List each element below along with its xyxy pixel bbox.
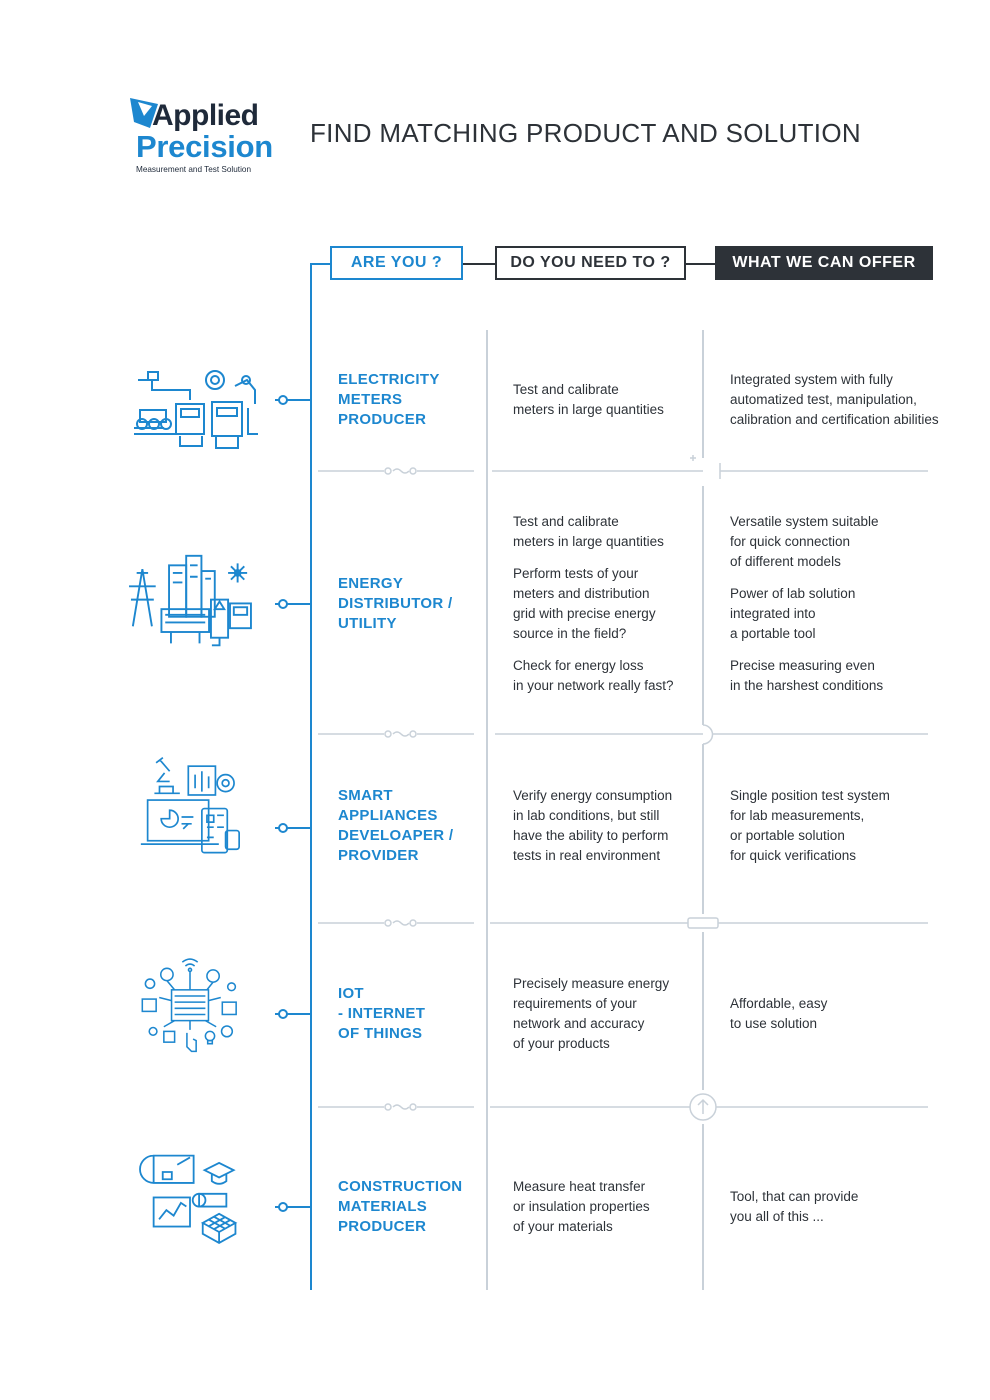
column-header-need: DO YOU NEED TO ? xyxy=(495,246,686,280)
row-offer-text: Integrated system with fully automatized test, manipulation, calibration and certification abilities xyxy=(730,372,939,427)
row-offer-text: Versatile system suitable for quick connection of different models xyxy=(730,514,879,569)
row-who-label: ELECTRICITY METERS PRODUCER xyxy=(338,371,440,428)
row-who-label: IOT - INTERNET OF THINGS xyxy=(338,985,426,1042)
row-offer-text: Precise measuring even in the harshest conditions xyxy=(730,658,884,693)
brand-name-line2: Precision xyxy=(136,129,273,164)
row-need-text: Verify energy consumption in lab conditions, but still have the ability to perform tests in real environment xyxy=(513,788,673,863)
row-who-label: SMART APPLIANCES DEVELOAPER / PROVIDER xyxy=(338,787,454,864)
brand-name-line1: Applied xyxy=(152,99,259,132)
row-offer-text: Single position test system for lab measurements, or portable solution for quick verifications xyxy=(730,788,890,863)
factory-robot-arms-icon xyxy=(120,358,260,458)
power-grid-city-icon xyxy=(120,552,260,652)
lab-laptop-phone-icon xyxy=(120,756,260,856)
row-need-text: Test and calibrate meters in large quantities xyxy=(513,514,664,549)
row-need-text: Check for energy loss in your network really fast? xyxy=(513,658,674,693)
page-title: FIND MATCHING PRODUCT AND SOLUTION xyxy=(310,118,861,148)
row-offer-text: Affordable, easy to use solution xyxy=(730,996,828,1031)
row-who-label: ENERGY DISTRIBUTOR / UTILITY xyxy=(338,575,453,632)
row-need-text: Test and calibrate meters in large quantities xyxy=(513,382,664,417)
blueprint-materials-icon xyxy=(120,1152,260,1252)
row-offer-text: Tool, that can provide you all of this ... xyxy=(730,1189,859,1224)
row-need-text: Perform tests of your meters and distribution grid with precise energy source in the field? xyxy=(513,566,656,641)
row-need-text: Precisely measure energy requirements of your network and accuracy of your products xyxy=(513,976,670,1051)
row-who-label: CONSTRUCTION MATERIALS PRODUCER xyxy=(338,1178,463,1235)
column-header-are-you: ARE YOU ? xyxy=(330,246,463,280)
row-need-text: Measure heat transfer or insulation properties of your materials xyxy=(513,1179,650,1234)
iot-network-icon xyxy=(120,956,260,1056)
brand-tagline: Measurement and Test Solution xyxy=(136,165,251,174)
column-header-offer: WHAT WE CAN OFFER xyxy=(715,246,933,280)
row-offer-text: Power of lab solution integrated into a portable tool xyxy=(730,586,856,641)
